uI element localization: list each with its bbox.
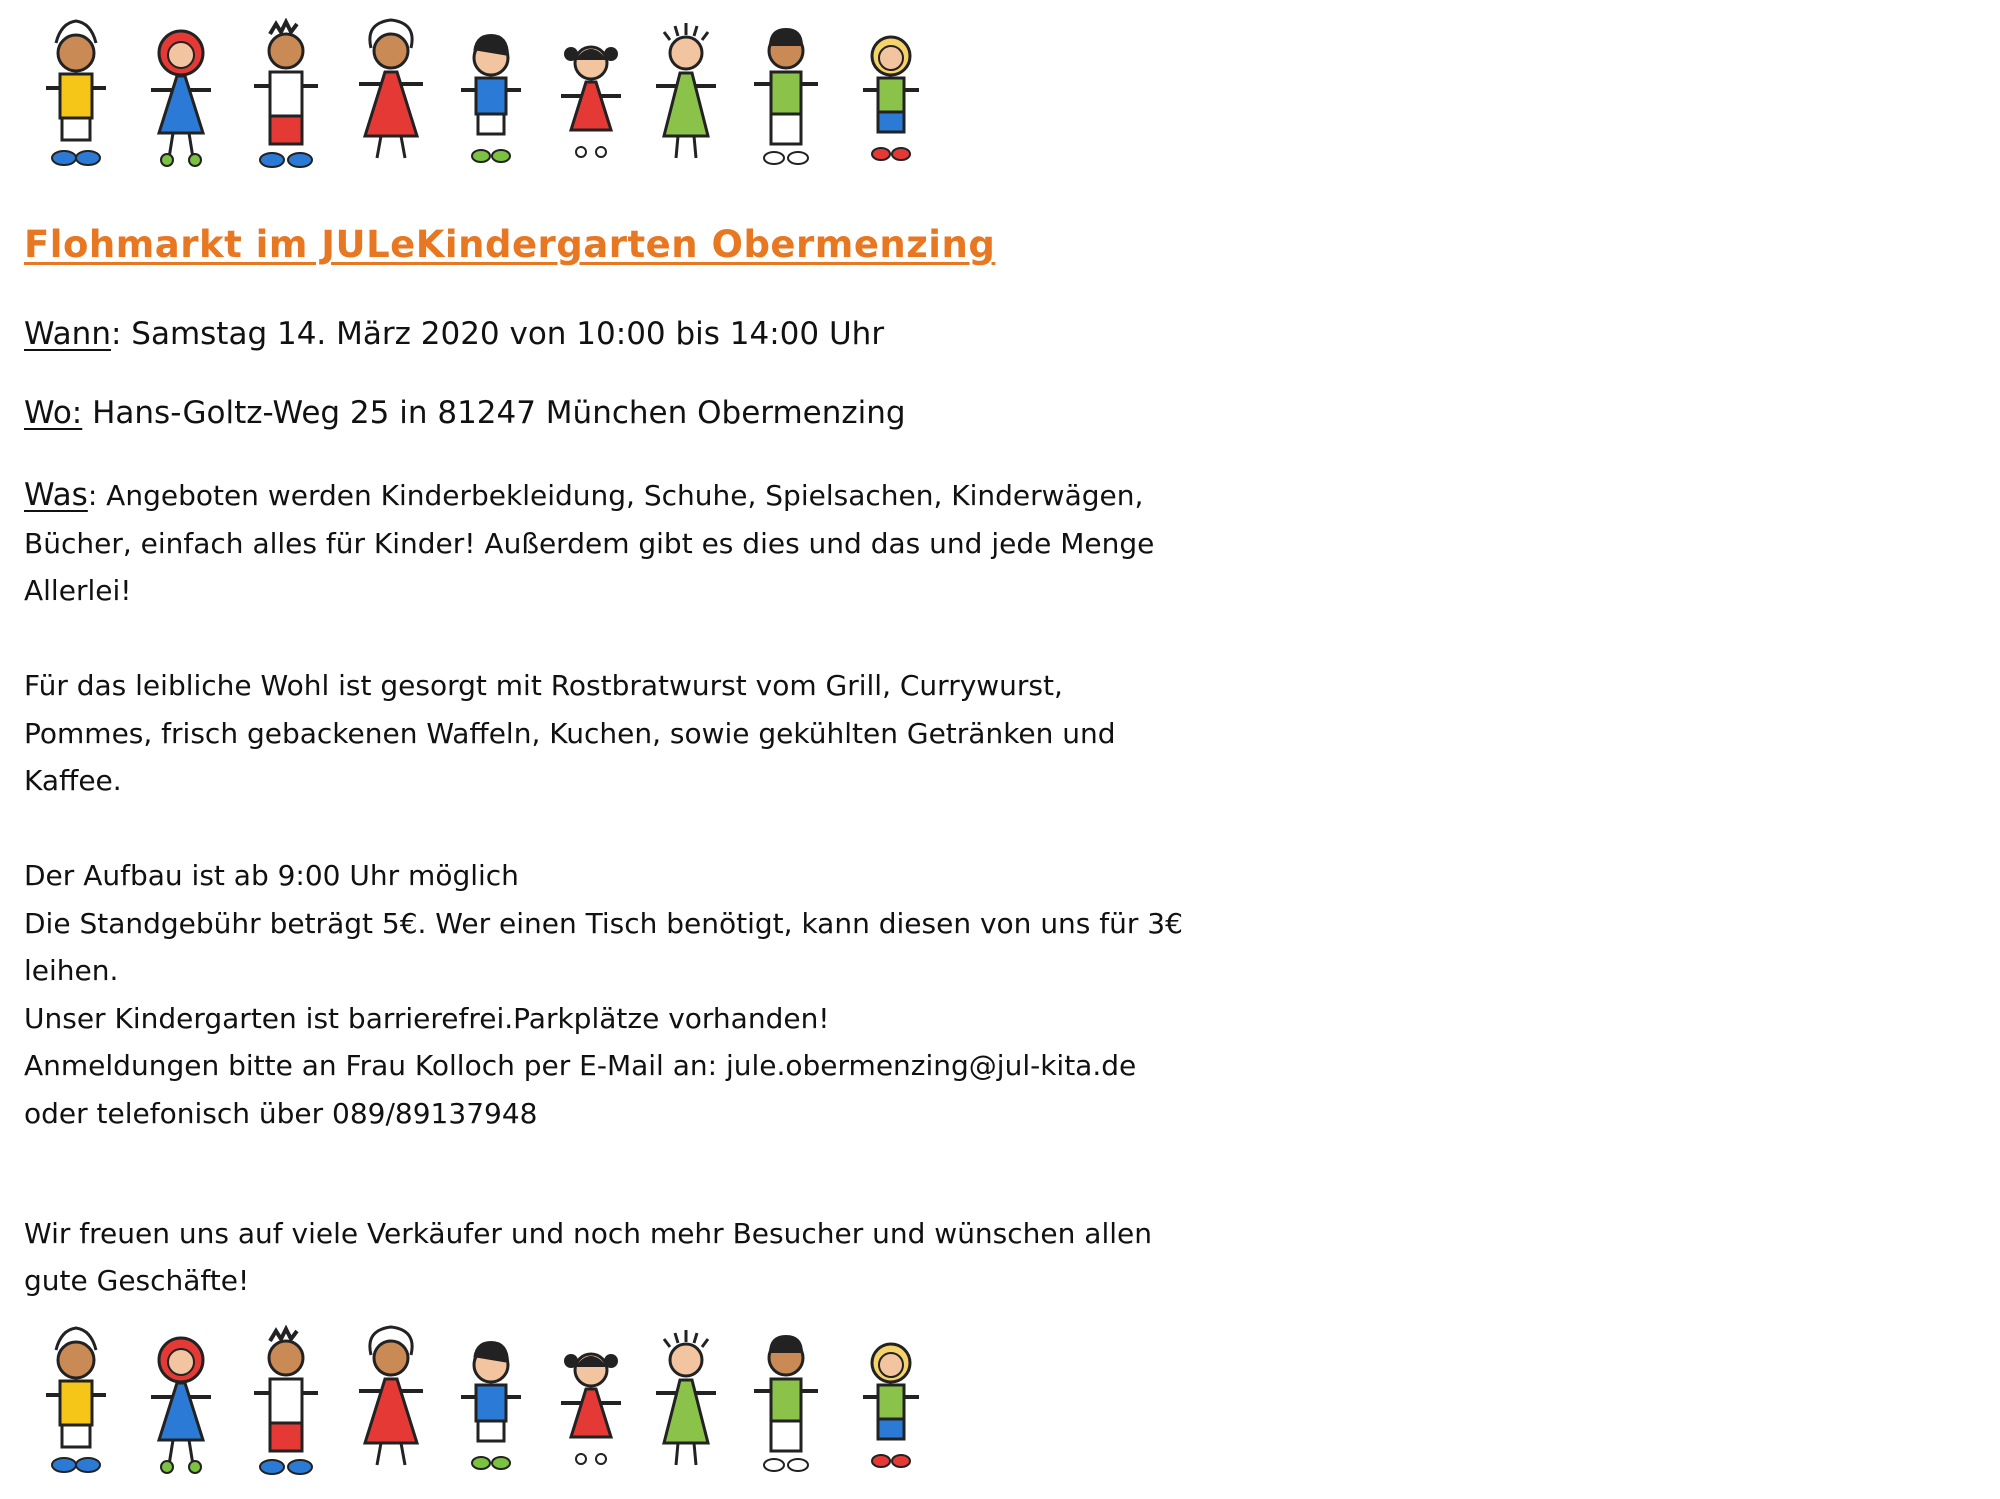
- food-text: Pommes, frisch gebackenen Waffeln, Kuchen, sowie gekühlten Getränken und: [24, 716, 1116, 750]
- what-line: [24, 472, 1254, 520]
- kids-border-top: [26, 18, 946, 178]
- where-line: [24, 395, 906, 431]
- closing-text: Wir freuen uns auf viele Verkäufer und noch mehr Besucher und wünschen allen: [24, 1216, 1152, 1250]
- food-text: Für das leibliche Wohl ist gesorgt mit Rostbratwurst vom Grill, Currywurst,: [24, 669, 1063, 702]
- what-text: Bücher, einfach alles für Kinder! Außerdem gibt es dies und das und jede Menge: [24, 526, 1155, 560]
- where-label: Wo:: [24, 395, 83, 431]
- where-value: Hans-Goltz-Weg 25 in 81247 München Obermenzing: [82, 395, 906, 431]
- page-title: Flohmarkt im JULeKindergarten Obermenzing: [24, 223, 996, 266]
- when-label: Wann: [24, 316, 111, 352]
- food-text: Kaffee.: [24, 764, 122, 797]
- info-text: leihen.: [24, 954, 119, 987]
- info-text: Der Aufbau ist ab 9:00 Uhr möglich: [24, 859, 519, 892]
- kids-border-bottom: [26, 1325, 946, 1485]
- closing-text: gute Geschäfte!: [24, 1264, 250, 1297]
- description-block: [24, 472, 1254, 1305]
- kids-illustration-icon: [26, 1325, 946, 1485]
- info-text: Die Standgebühr beträgt 5€. Wer einen Tisch benötigt, kann diesen von uns für 3€: [24, 906, 1183, 940]
- info-text: Unser Kindergarten ist barrierefrei.Parkplätze vorhanden!: [24, 1001, 830, 1035]
- info-text: oder telefonisch über 089/89137948: [24, 1096, 538, 1130]
- what-text: Allerlei!: [24, 574, 132, 607]
- info-text: Anmeldungen bitte an Frau Kolloch per E-Mail an: jule.obermenzing@jul-kita.de: [24, 1049, 1137, 1082]
- when-line: [24, 316, 884, 352]
- kids-illustration-icon: [26, 18, 946, 178]
- when-value: : Samstag 14. März 2020 von 10:00 bis 14:00 Uhr: [110, 316, 885, 352]
- what-label: Was: [24, 477, 88, 513]
- what-text: : Angeboten werden Kinderbekleidung, Schuhe, Spielsachen, Kinderwägen,: [87, 479, 1144, 512]
